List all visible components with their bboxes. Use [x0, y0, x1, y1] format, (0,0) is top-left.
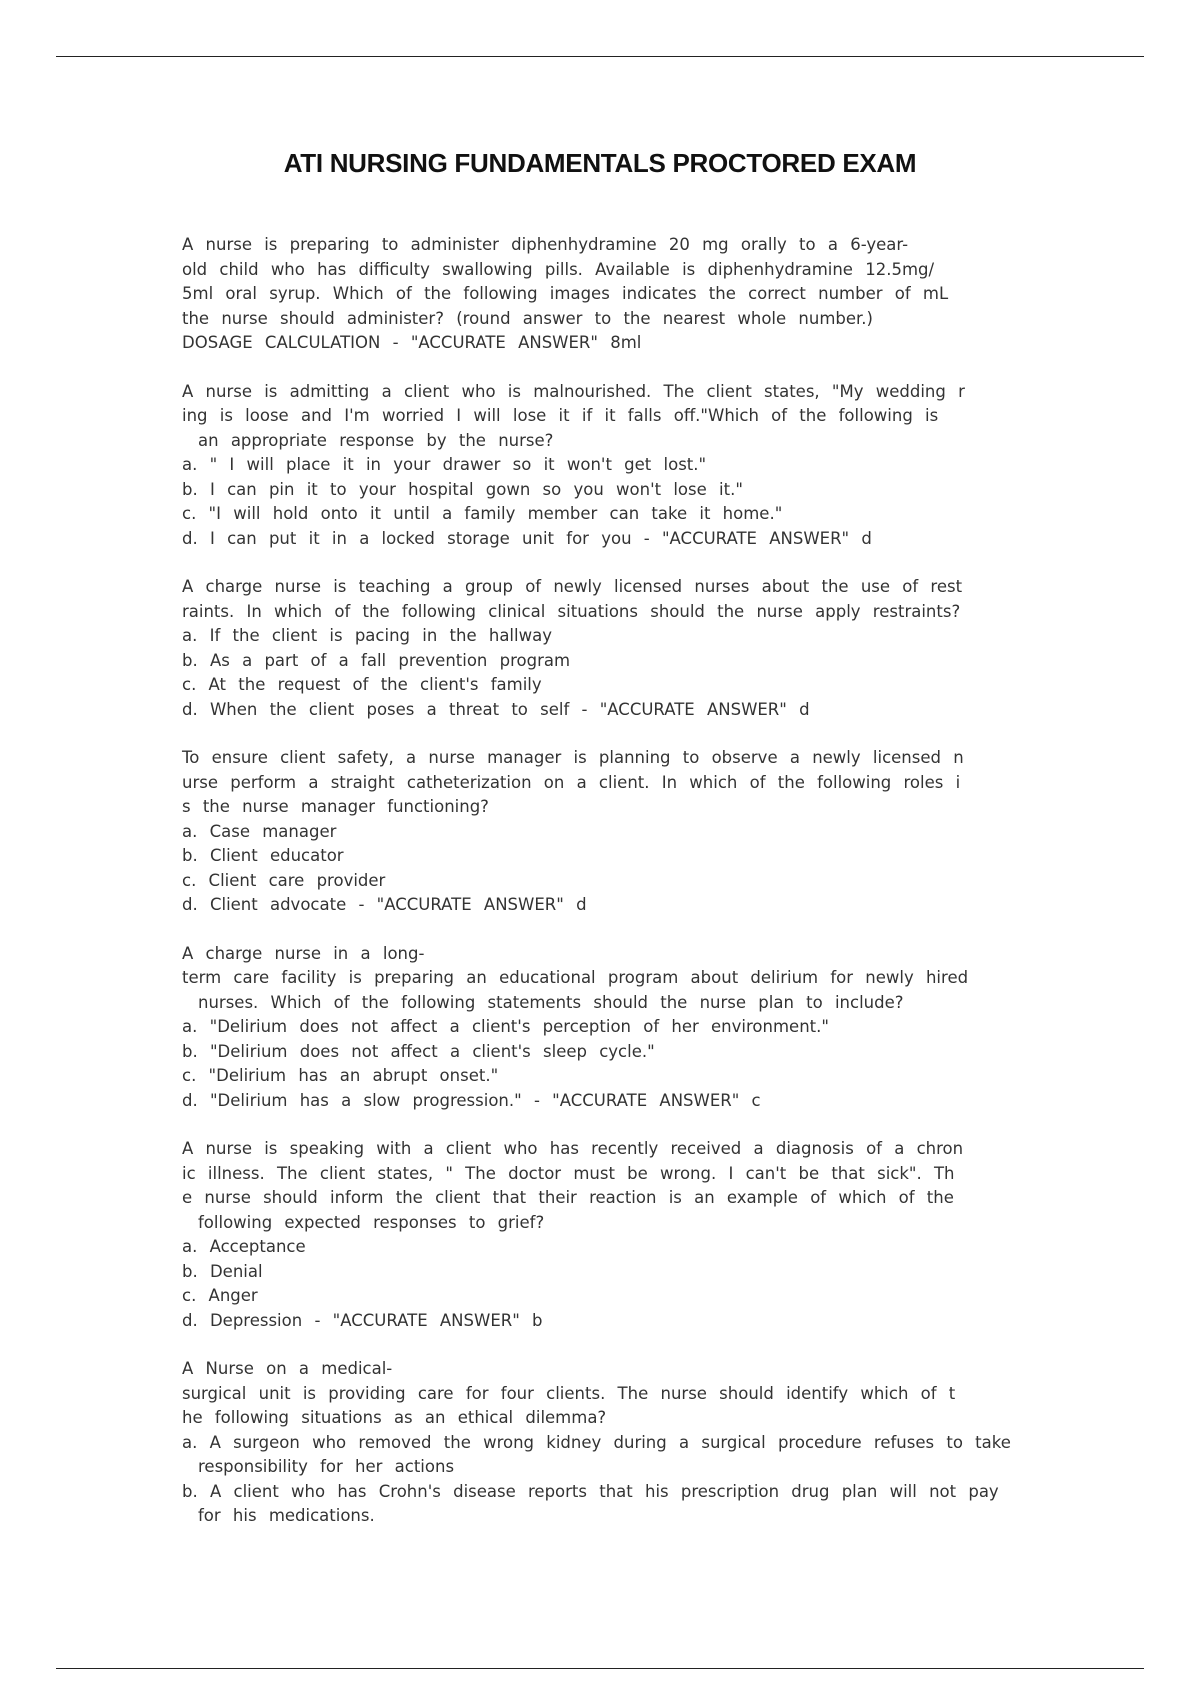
bottom-rule [56, 1668, 1144, 1669]
question-4-option-a: a. Case manager [182, 821, 337, 841]
question-6-stem-line: ic illness. The client states, " The doctor must be wrong. I can't be that sick". Th [182, 1163, 955, 1183]
question-7-stem-line: A Nurse on a medical- [182, 1359, 393, 1378]
question-2-stem-line: ing is loose and I'm worried I will lose it if it falls off."Which of the following is [182, 406, 939, 425]
question-5 [182, 942, 1018, 1114]
question-7 [182, 1357, 1018, 1529]
question-4-option-c: c. Client care provider [182, 870, 386, 890]
question-5-option-d: d. "Delirium has a slow progression." - "ACCURATE ANSWER" c [182, 1090, 761, 1110]
question-6-option-b: b. Denial [182, 1261, 263, 1281]
question-1-answer: DOSAGE CALCULATION - "ACCURATE ANSWER" 8ml [182, 333, 642, 352]
exam-content [182, 233, 1018, 1553]
question-5-option-a: a. "Delirium does not affect a client's perception of her environment." [182, 1017, 829, 1036]
question-6-option-d: d. Depression - "ACCURATE ANSWER" b [182, 1310, 543, 1330]
question-2-stem-line: an appropriate response by the nurse? [198, 430, 554, 450]
question-1-stem-line: 5ml oral syrup. Which of the following images indicates the correct number of mL [182, 284, 949, 303]
question-7-stem-line: he following situations as an ethical dilemma? [182, 1408, 607, 1427]
question-1-stem-line: the nurse should administer? (round answer to the nearest whole number.) [182, 308, 873, 328]
question-3-stem-line: A charge nurse is teaching a group of newly licensed nurses about the use of rest [182, 577, 963, 596]
question-5-option-c: c. "Delirium has an abrupt onset." [182, 1066, 499, 1085]
question-1-stem-line: A nurse is preparing to administer diphenhydramine 20 mg orally to a 6-year- [182, 235, 909, 254]
question-3-option-a: a. If the client is pacing in the hallway [182, 626, 552, 645]
question-6-stem-line: following expected responses to grief? [198, 1212, 545, 1232]
question-1-stem-line: old child who has difficulty swallowing pills. Available is diphenhydramine 12.5mg/ [182, 259, 935, 279]
question-6 [182, 1137, 1018, 1333]
question-5-stem-line: term care facility is preparing an educational program about delirium for newly hired [182, 968, 969, 987]
question-4-stem-line: urse perform a straight catheterization on a client. In which of the following roles i [182, 772, 961, 792]
question-6-option-c: c. Anger [182, 1286, 258, 1305]
question-3-option-b: b. As a part of a fall prevention program [182, 650, 571, 670]
question-1 [182, 233, 1018, 356]
question-4-option-d: d. Client advocate - "ACCURATE ANSWER" d [182, 895, 587, 914]
page-title: ATI NURSING FUNDAMENTALS PROCTORED EXAM [283, 148, 917, 178]
question-2-option-b: b. I can pin it to your hospital gown so you won't lose it." [182, 479, 743, 499]
question-2-option-a: a. " I will place it in your drawer so it won't get lost." [182, 455, 707, 474]
question-6-option-a: a. Acceptance [182, 1237, 306, 1256]
question-3-option-c: c. At the request of the client's family [182, 675, 542, 694]
question-3-option-d: d. When the client poses a threat to self - "ACCURATE ANSWER" d [182, 699, 810, 719]
question-5-option-b: b. "Delirium does not affect a client's sleep cycle." [182, 1041, 655, 1061]
top-rule [56, 56, 1144, 57]
question-5-stem-line: A charge nurse in a long- [182, 943, 425, 963]
question-4-stem-line: s the nurse manager functioning? [182, 797, 489, 816]
question-7-stem-line: surgical unit is providing care for four clients. The nurse should identify which of t [182, 1383, 956, 1403]
question-2-stem-line: A nurse is admitting a client who is malnourished. The client states, "My wedding r [182, 381, 965, 401]
question-4 [182, 746, 1018, 918]
question-6-stem-line: A nurse is speaking with a client who has recently received a diagnosis of a chron [182, 1139, 964, 1158]
question-6-stem-line: e nurse should inform the client that their reaction is an example of which of the [182, 1188, 954, 1207]
question-7-option-b: b. A client who has Crohn's disease reports that his prescription drug plan will not pay for his medications. [182, 1481, 999, 1525]
question-2-option-d: d. I can put it in a locked storage unit for you - "ACCURATE ANSWER" d [182, 528, 872, 548]
question-3 [182, 575, 1018, 722]
question-4-option-b: b. Client educator [182, 846, 344, 865]
question-3-stem-line: raints. In which of the following clinical situations should the nurse apply restraints? [182, 601, 961, 621]
question-2-option-c: c. "I will hold onto it until a family member can take it home." [182, 504, 783, 523]
question-5-stem-line: nurses. Which of the following statements should the nurse plan to include? [198, 992, 904, 1012]
question-7-option-a: a. A surgeon who removed the wrong kidney during a surgical procedure refuses to take responsibility for her actions [182, 1432, 1011, 1476]
question-4-stem-line: To ensure client safety, a nurse manager is planning to observe a newly licensed n [182, 748, 964, 767]
question-2 [182, 380, 1018, 552]
